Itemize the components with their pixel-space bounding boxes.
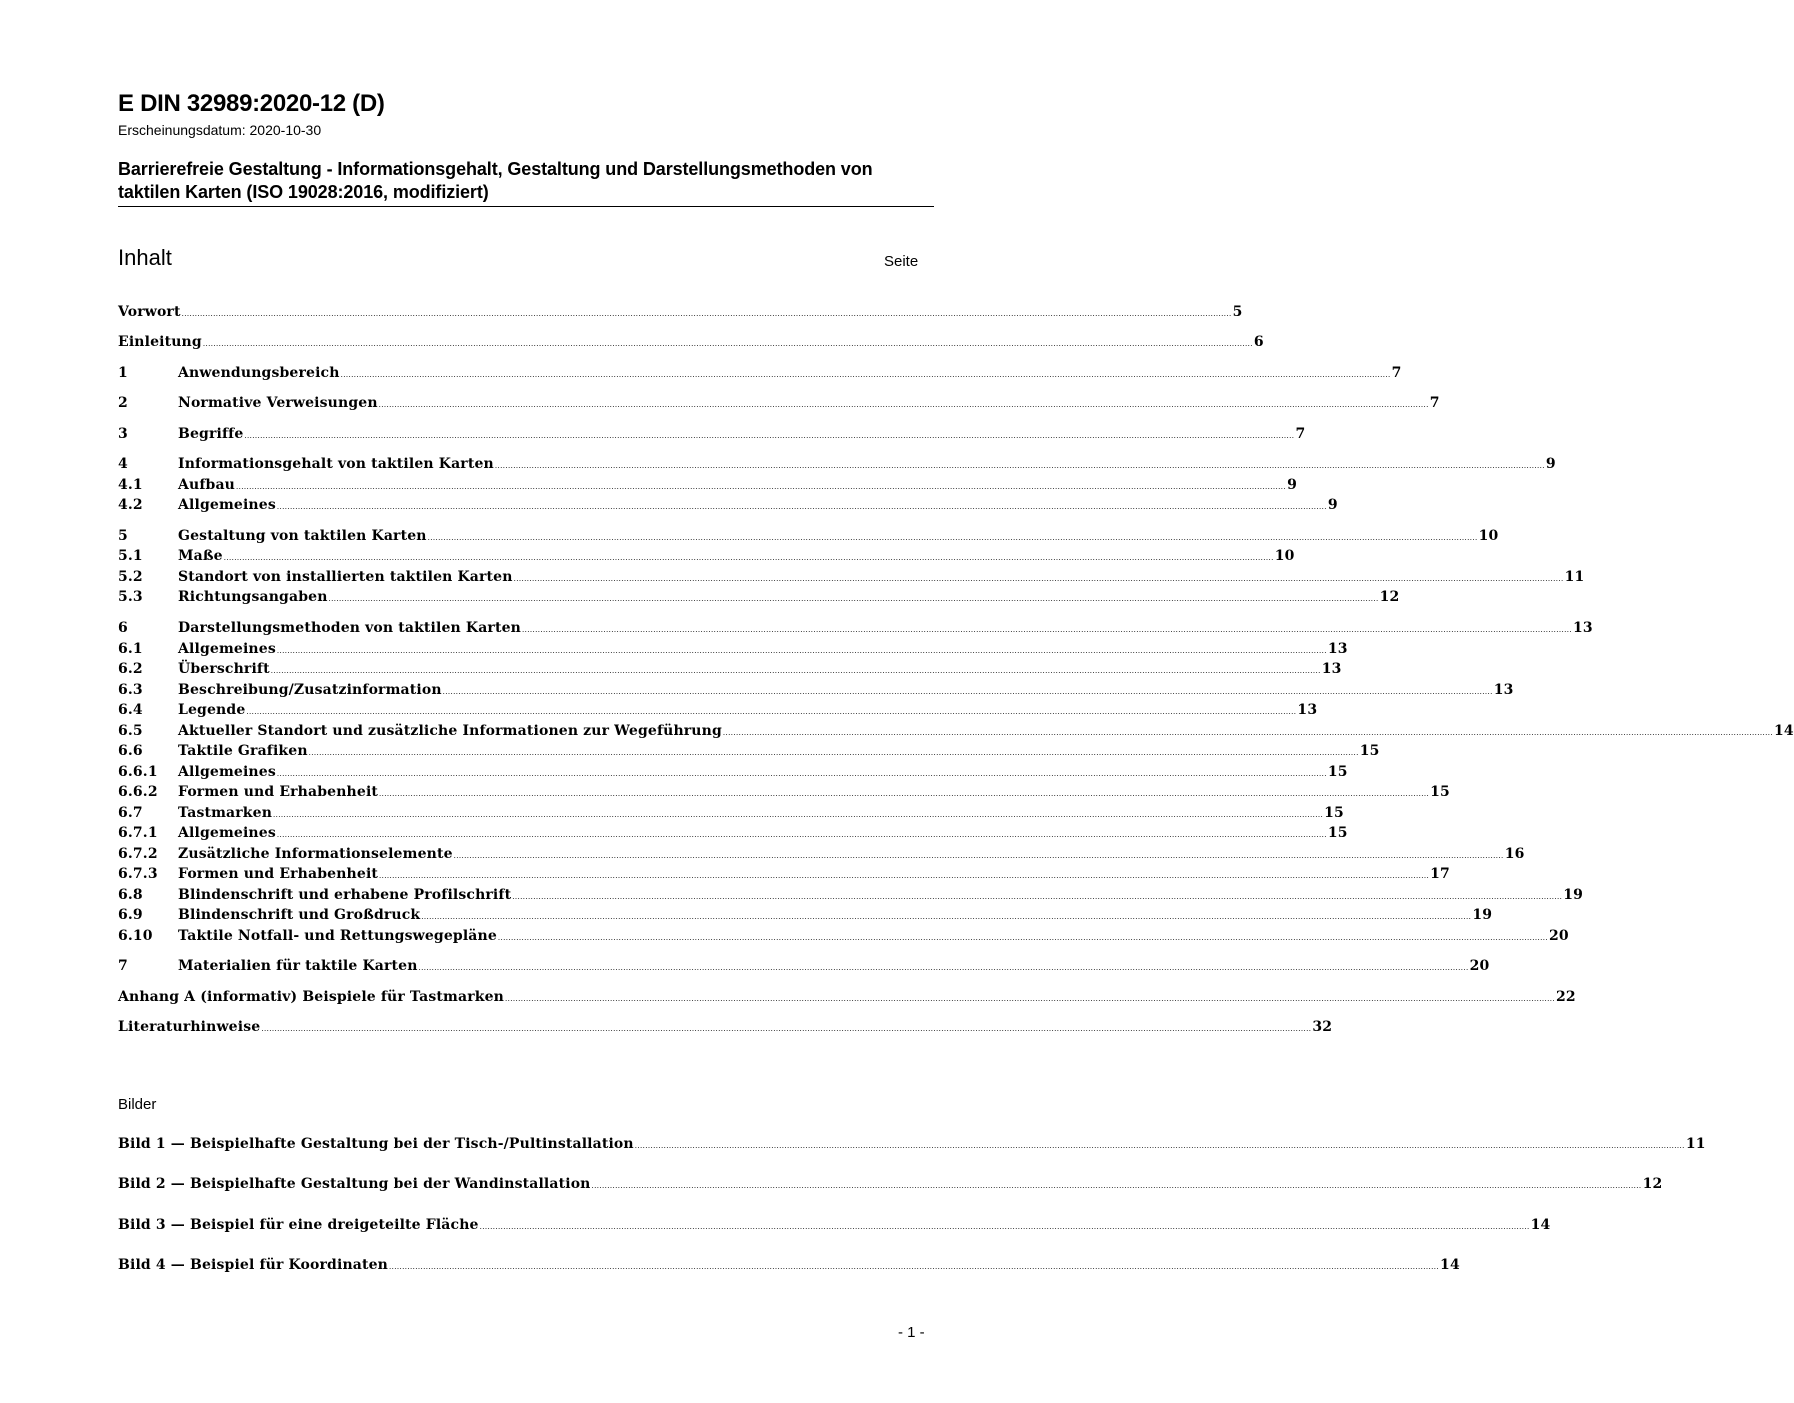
entry-title: Vorwort (118, 304, 181, 320)
entry-page-number: 15 (1359, 743, 1380, 759)
section-number: 6.9 (118, 907, 143, 923)
toc-entry[interactable] (118, 302, 1243, 322)
entry-title: Bild 2 — Beispielhafte Gestaltung bei der Wandinstallation (118, 1176, 591, 1192)
entry-page-number: 6 (1253, 334, 1264, 350)
section-number: 1 (118, 365, 128, 381)
dot-leader: ................................................................................................................................................................................................................................................................................................................................................................................................................ (378, 401, 1429, 409)
entry-title: Informationsgehalt von taktilen Karten (178, 456, 494, 472)
dot-leader: ................................................................................................................................................................................................................................................................................................................................................................................................................ (421, 913, 1472, 921)
entry-title: Aufbau (178, 477, 236, 493)
entry-page-number: 11 (1564, 569, 1585, 585)
toc-entry[interactable] (118, 823, 1348, 843)
section-number: 2 (118, 395, 128, 411)
entry-title: Aktueller Standort und zusätzliche Informationen zur Wegeführung (178, 723, 722, 739)
entry-page-number: 19 (1563, 887, 1584, 903)
dot-leader: ................................................................................................................................................................................................................................................................................................................................................................................................................ (591, 1182, 1642, 1190)
entry-title: Anhang A (informativ) Beispiele für Tastmarken (118, 989, 504, 1005)
dot-leader: ................................................................................................................................................................................................................................................................................................................................................................................................................ (181, 310, 1232, 318)
dot-leader: ................................................................................................................................................................................................................................................................................................................................................................................................................ (223, 554, 1274, 562)
entry-title: Standort von installierten taktilen Karten (178, 569, 513, 585)
toc-entry[interactable] (118, 741, 1380, 761)
entry-page-number: 13 (1321, 661, 1342, 677)
section-number: 6.7.1 (118, 825, 158, 841)
entry-title: Zusätzliche Informationselemente (178, 846, 453, 862)
dot-leader: ................................................................................................................................................................................................................................................................................................................................................................................................................ (276, 503, 1327, 511)
dot-leader: ................................................................................................................................................................................................................................................................................................................................................................................................................ (479, 1223, 1530, 1231)
section-number: 6.7.3 (118, 866, 158, 882)
toc-entry[interactable] (118, 454, 1556, 474)
entry-page-number: 9 (1287, 477, 1297, 493)
entry-title: Anwendungsbereich (178, 365, 340, 381)
entry-title: Darstellungsmethoden von taktilen Karten (178, 620, 521, 636)
entry-title: Tastmarken (178, 805, 273, 821)
dot-leader: ................................................................................................................................................................................................................................................................................................................................................................................................................ (634, 1142, 1685, 1150)
dot-leader: ................................................................................................................................................................................................................................................................................................................................................................................................................ (379, 872, 1430, 880)
entry-page-number: 16 (1504, 846, 1525, 862)
figure-entry[interactable] (118, 1134, 1706, 1154)
entry-page-number: 15 (1327, 764, 1348, 780)
dot-leader: ................................................................................................................................................................................................................................................................................................................................................................................................................ (418, 964, 1469, 972)
section-number: 6 (118, 620, 128, 636)
section-number: 5.2 (118, 569, 143, 585)
entry-page-number: 13 (1297, 702, 1318, 718)
entry-page-number: 9 (1545, 456, 1556, 472)
entry-page-number: 12 (1642, 1176, 1663, 1192)
entry-page-number: 15 (1430, 784, 1450, 800)
toc-entry[interactable] (118, 803, 1344, 823)
dot-leader: ................................................................................................................................................................................................................................................................................................................................................................................................................ (244, 432, 1295, 440)
dot-leader: ................................................................................................................................................................................................................................................................................................................................................................................................................ (521, 626, 1573, 634)
entry-page-number: 9 (1327, 497, 1338, 513)
section-number: 6.2 (118, 661, 143, 677)
figure-entry[interactable] (118, 1255, 1460, 1275)
entry-page-number: 5 (1232, 304, 1243, 320)
entry-title: Legende (178, 702, 246, 718)
entry-page-number: 19 (1472, 907, 1493, 923)
toc-entry[interactable] (118, 905, 1493, 925)
document-id: E DIN 32989:2020-12 (D) (118, 90, 385, 117)
entry-title: Taktile Notfall- und Rettungswegepläne (178, 928, 497, 944)
section-number: 6.6.2 (118, 784, 158, 800)
entry-page-number: 14 (1773, 723, 1794, 739)
toc-entry[interactable] (118, 393, 1440, 413)
section-number: 4.1 (118, 477, 143, 493)
section-number: 5.3 (118, 589, 143, 605)
toc-entry[interactable] (118, 926, 1569, 946)
toc-entry[interactable] (118, 700, 1318, 720)
page-column-label: Seite (884, 253, 919, 270)
toc-entry[interactable] (118, 475, 1297, 495)
entry-title: Blindenschrift und Großdruck (178, 907, 421, 923)
section-number: 6.7 (118, 805, 143, 821)
entry-page-number: 12 (1379, 589, 1400, 605)
section-number: 6.4 (118, 702, 143, 718)
entry-title: Allgemeines (178, 641, 276, 657)
toc-entry[interactable] (118, 332, 1264, 352)
section-number: 6.1 (118, 641, 143, 657)
entry-title: Beschreibung/Zusatzinformation (178, 682, 442, 698)
dot-leader: ................................................................................................................................................................................................................................................................................................................................................................................................................ (389, 1263, 1440, 1271)
entry-page-number: 13 (1493, 682, 1514, 698)
entry-page-number: 7 (1295, 426, 1306, 442)
dot-leader: ................................................................................................................................................................................................................................................................................................................................................................................................................ (276, 770, 1327, 778)
section-number: 5.1 (118, 548, 143, 564)
entry-page-number: 15 (1324, 805, 1344, 821)
dot-leader: ................................................................................................................................................................................................................................................................................................................................................................................................................ (497, 934, 1548, 942)
dot-leader: ................................................................................................................................................................................................................................................................................................................................................................................................................ (236, 483, 1287, 491)
toc-entry[interactable] (118, 567, 1585, 587)
toc-entry[interactable] (118, 618, 1593, 638)
dot-leader: ................................................................................................................................................................................................................................................................................................................................................................................................................ (722, 729, 1773, 737)
section-number: 6.3 (118, 682, 143, 698)
entry-title: Gestaltung von taktilen Karten (178, 528, 427, 544)
entry-title: Formen und Erhabenheit (178, 866, 379, 882)
section-number: 6.8 (118, 887, 143, 903)
dot-leader: ................................................................................................................................................................................................................................................................................................................................................................................................................ (513, 575, 1564, 583)
dot-leader: ................................................................................................................................................................................................................................................................................................................................................................................................................ (442, 688, 1493, 696)
publication-date: Erscheinungsdatum: 2020-10-30 (118, 122, 322, 138)
page-number: - 1 - (898, 1324, 925, 1341)
section-number: 6.7.2 (118, 846, 158, 862)
toc-entry[interactable] (118, 680, 1514, 700)
entry-title: Normative Verweisungen (178, 395, 378, 411)
entry-title: Maße (178, 548, 223, 564)
figure-entry[interactable] (118, 1174, 1663, 1194)
entry-page-number: 7 (1429, 395, 1440, 411)
entry-page-number: 10 (1274, 548, 1295, 564)
entry-title: Allgemeines (178, 764, 276, 780)
entry-title: Allgemeines (178, 497, 276, 513)
dot-leader: ................................................................................................................................................................................................................................................................................................................................................................................................................ (261, 1025, 1312, 1033)
dot-leader: ................................................................................................................................................................................................................................................................................................................................................................................................................ (340, 371, 1391, 379)
toc-heading: Inhalt (118, 245, 172, 270)
section-number: 3 (118, 426, 128, 442)
dot-leader: ................................................................................................................................................................................................................................................................................................................................................................................................................ (328, 595, 1379, 603)
entry-page-number: 10 (1478, 528, 1499, 544)
dot-leader: ................................................................................................................................................................................................................................................................................................................................................................................................................ (308, 749, 1359, 757)
title-divider (118, 206, 934, 207)
dot-leader: ................................................................................................................................................................................................................................................................................................................................................................................................................ (270, 667, 1321, 675)
dot-leader: ................................................................................................................................................................................................................................................................................................................................................................................................................ (427, 534, 1478, 542)
section-number: 6.5 (118, 723, 143, 739)
entry-page-number: 17 (1430, 866, 1450, 882)
entry-page-number: 11 (1685, 1136, 1706, 1152)
entry-title: Taktile Grafiken (178, 743, 308, 759)
entry-title: Allgemeines (178, 825, 276, 841)
entry-page-number: 13 (1573, 620, 1593, 636)
toc-entry[interactable] (118, 1017, 1333, 1037)
entry-title: Bild 3 — Beispiel für eine dreigeteilte Fläche (118, 1217, 479, 1233)
entry-title: Bild 4 — Beispiel für Koordinaten (118, 1257, 388, 1273)
entry-page-number: 22 (1556, 989, 1576, 1005)
entry-page-number: 7 (1391, 365, 1402, 381)
dot-leader: ................................................................................................................................................................................................................................................................................................................................................................................................................ (494, 462, 1545, 470)
figures-heading: Bilder (118, 1096, 157, 1113)
entry-title: Blindenschrift und erhabene Profilschrift (178, 887, 512, 903)
toc-entry[interactable] (118, 363, 1402, 383)
entry-title: Bild 1 — Beispielhafte Gestaltung bei der Tisch-/Pultinstallation (118, 1136, 634, 1152)
toc-entry[interactable] (118, 546, 1295, 566)
entry-page-number: 13 (1327, 641, 1348, 657)
dot-leader: ................................................................................................................................................................................................................................................................................................................................................................................................................ (453, 852, 1504, 860)
dot-leader: ................................................................................................................................................................................................................................................................................................................................................................................................................ (246, 708, 1297, 716)
section-number: 5 (118, 528, 128, 544)
toc-entry[interactable] (118, 639, 1348, 659)
toc-entry[interactable] (118, 659, 1342, 679)
toc-entry[interactable] (118, 762, 1348, 782)
dot-leader: ................................................................................................................................................................................................................................................................................................................................................................................................................ (276, 647, 1327, 655)
section-number: 6.6.1 (118, 764, 158, 780)
figure-entry[interactable] (118, 1215, 1551, 1235)
entry-title: Begriffe (178, 426, 244, 442)
section-number: 6.10 (118, 928, 153, 944)
toc-entry[interactable] (118, 956, 1490, 976)
dot-leader: ................................................................................................................................................................................................................................................................................................................................................................................................................ (512, 893, 1563, 901)
entry-title: Formen und Erhabenheit (178, 784, 379, 800)
dot-leader: ................................................................................................................................................................................................................................................................................................................................................................................................................ (379, 790, 1430, 798)
toc-entry[interactable] (118, 987, 1576, 1007)
dot-leader: ................................................................................................................................................................................................................................................................................................................................................................................................................ (273, 811, 1324, 819)
section-number: 7 (118, 958, 128, 974)
document-title: Barrierefreie Gestaltung - Informationsgehalt, Gestaltung und Darstellungsmethoden von taktilen Karten (ISO 19028:2016, modifiziert) (118, 159, 873, 202)
entry-title: Richtungsangaben (178, 589, 328, 605)
dot-leader: ................................................................................................................................................................................................................................................................................................................................................................................................................ (276, 831, 1327, 839)
toc-entry[interactable] (118, 885, 1584, 905)
entry-page-number: 15 (1327, 825, 1348, 841)
section-number: 6.6 (118, 743, 143, 759)
dot-leader: ................................................................................................................................................................................................................................................................................................................................................................................................................ (202, 340, 1253, 348)
toc-entry[interactable] (118, 587, 1400, 607)
toc-entry[interactable] (118, 844, 1525, 864)
toc-entry[interactable] (118, 424, 1306, 444)
entry-page-number: 14 (1530, 1217, 1551, 1233)
dot-leader: ................................................................................................................................................................................................................................................................................................................................................................................................................ (504, 995, 1556, 1003)
entry-title: Überschrift (178, 661, 270, 677)
toc-entry[interactable] (118, 864, 1450, 884)
entry-title: Materialien für taktile Karten (178, 958, 418, 974)
section-number: 4 (118, 456, 128, 472)
entry-page-number: 20 (1469, 958, 1490, 974)
toc-entry[interactable] (118, 721, 1794, 741)
entry-page-number: 32 (1312, 1019, 1333, 1035)
entry-page-number: 14 (1440, 1257, 1460, 1273)
toc-entry[interactable] (118, 782, 1450, 802)
entry-title: Einleitung (118, 334, 202, 350)
entry-title: Literaturhinweise (118, 1019, 261, 1035)
section-number: 4.2 (118, 497, 143, 513)
toc-entry[interactable] (118, 526, 1499, 546)
entry-page-number: 20 (1548, 928, 1569, 944)
toc-entry[interactable] (118, 495, 1338, 515)
